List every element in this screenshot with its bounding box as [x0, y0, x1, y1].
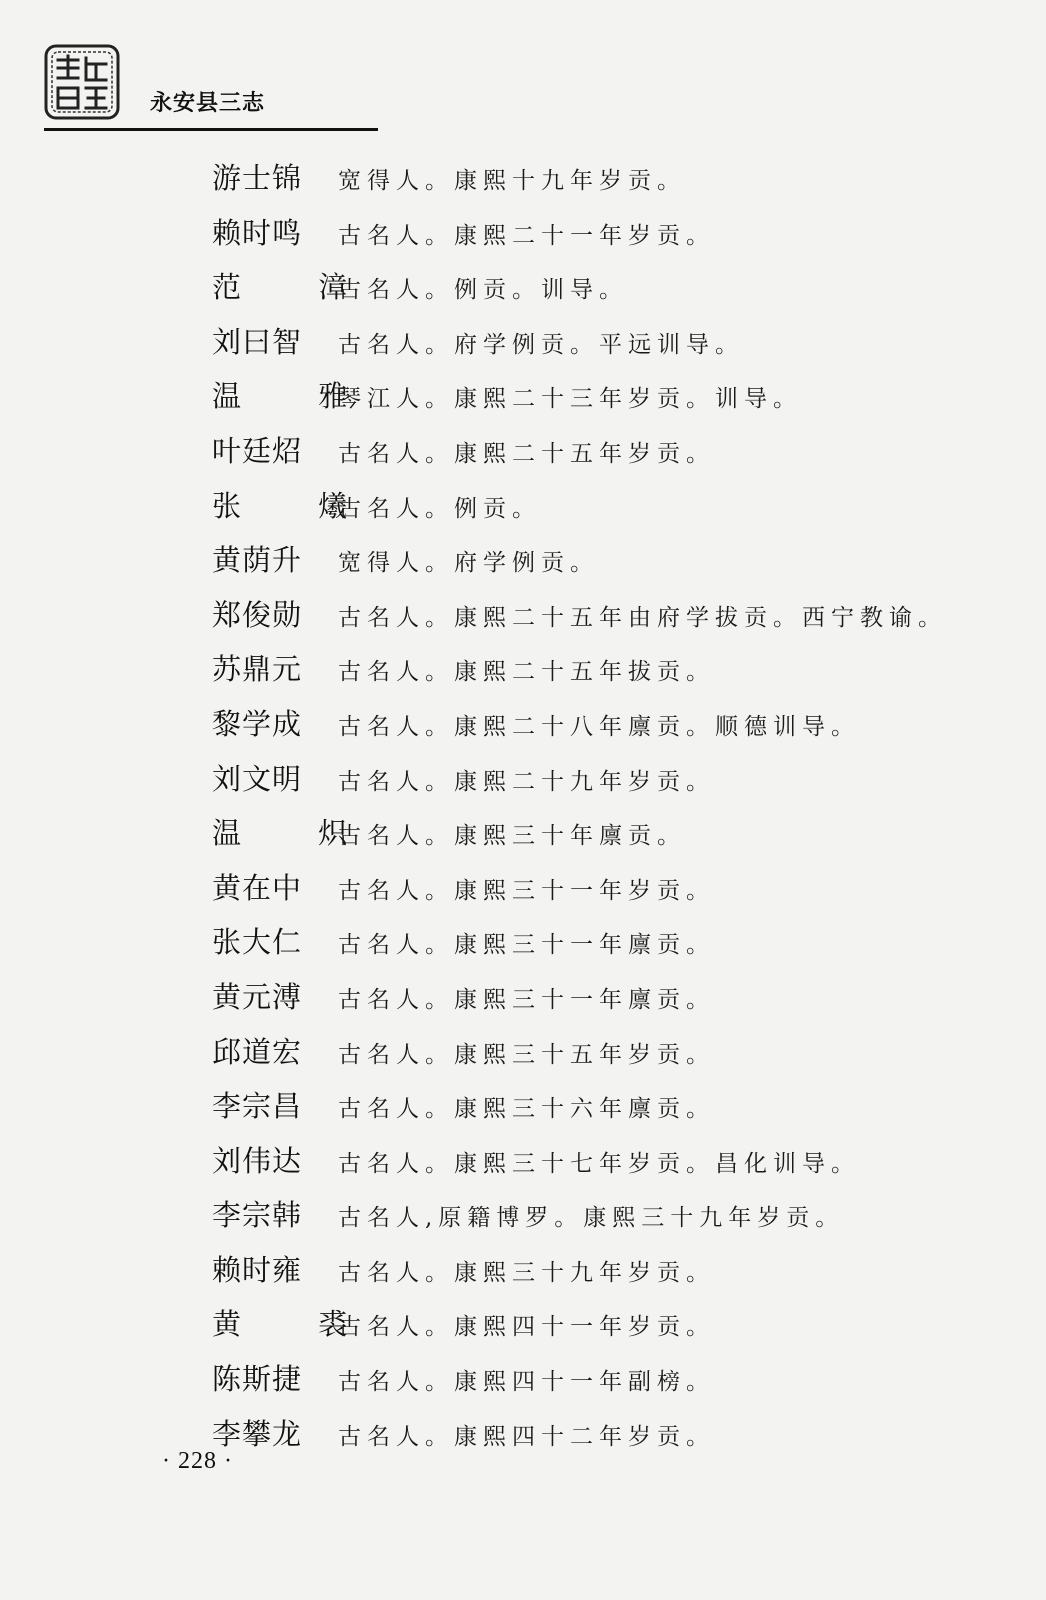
entry-list — [212, 156, 1012, 1466]
entry-description: 古名人。康熙二十五年由府学拔贡。西宁教谕。 — [338, 604, 947, 631]
list-item — [212, 374, 1012, 429]
list-item — [212, 429, 1012, 484]
entry-description: 古名人。康熙四十一年副榜。 — [338, 1369, 715, 1396]
entry-description: 古名人。康熙三十一年廪贡。 — [338, 932, 715, 959]
entry-description: 古名人。康熙二十五年拔贡。 — [338, 659, 715, 686]
list-item — [212, 1139, 1012, 1194]
entry-name: 刘曰智 — [212, 324, 303, 359]
entry-name: 张大仁 — [212, 925, 303, 960]
entry-name: 赖时雍 — [212, 1252, 303, 1287]
entry-name: 赖时鸣 — [212, 215, 303, 250]
list-item — [212, 1193, 1012, 1248]
seal-stamp-icon — [44, 44, 120, 120]
entry-description: 古名人。康熙三十一年廪贡。 — [338, 986, 715, 1013]
list-item — [212, 975, 1012, 1030]
entry-description: 古名人,原籍博罗。康熙三十九年岁贡。 — [338, 1205, 845, 1232]
entry-description: 古名人。康熙三十六年廪贡。 — [338, 1096, 715, 1123]
list-item — [212, 593, 1012, 648]
entry-name: 苏鼎元 — [212, 652, 303, 687]
entry-name: 李宗昌 — [212, 1089, 303, 1124]
entry-name: 黄元溥 — [212, 979, 303, 1014]
list-item — [212, 1357, 1012, 1412]
entry-name: 叶廷炤 — [212, 433, 303, 468]
list-item — [212, 265, 1012, 320]
entry-description: 宽得人。康熙十九年岁贡。 — [338, 168, 686, 194]
entry-description: 古名人。康熙二十八年廪贡。顺德训导。 — [338, 713, 860, 740]
entry-name: 李攀龙 — [212, 1416, 303, 1451]
page-number: · 228 · — [162, 1448, 233, 1474]
entry-name: 陈斯捷 — [212, 1362, 303, 1397]
entry-description: 古名人。康熙四十二年岁贡。 — [338, 1423, 715, 1450]
list-item — [212, 702, 1012, 757]
entry-description: 古名人。康熙三十五年岁贡。 — [338, 1041, 715, 1068]
header-rule — [44, 128, 378, 131]
entry-description: 宽得人。府学例贡。 — [338, 550, 599, 577]
list-item — [212, 320, 1012, 375]
entry-description: 古名人。康熙三十一年岁贡。 — [338, 877, 715, 904]
entry-name: 温 炽 — [212, 816, 382, 851]
entry-name: 游士锦 — [212, 161, 303, 195]
entry-description: 古名人。康熙三十七年岁贡。昌化训导。 — [338, 1150, 860, 1177]
entry-name: 李宗韩 — [212, 1198, 303, 1233]
list-item — [212, 1302, 1012, 1357]
entry-name: 温 雅 — [212, 379, 382, 414]
list-item — [212, 1084, 1012, 1139]
list-item — [212, 538, 1012, 593]
entry-name: 刘伟达 — [212, 1143, 303, 1178]
entry-name: 黄 裘 — [212, 1307, 382, 1342]
entry-description: 古名人。康熙二十五年岁贡。 — [338, 440, 715, 467]
list-item — [212, 1030, 1012, 1085]
entry-name: 刘文明 — [212, 761, 303, 796]
book-title: 永安县三志 — [150, 91, 266, 116]
list-item — [212, 811, 1012, 866]
entry-name: 黄荫升 — [212, 543, 303, 578]
entry-description: 古名人。康熙三十年廪贡。 — [338, 823, 686, 850]
entry-name: 张 爔 — [212, 488, 382, 523]
list-item — [212, 920, 1012, 975]
list-item — [212, 1248, 1012, 1303]
entry-name: 范 漳 — [212, 270, 382, 305]
list-item — [212, 647, 1012, 702]
list-item — [212, 156, 1012, 211]
entry-name: 黎学成 — [212, 706, 303, 741]
entry-name: 黄在中 — [212, 870, 303, 905]
entry-name: 郑俊勋 — [212, 597, 303, 632]
entry-description: 古名人。康熙二十九年岁贡。 — [338, 768, 715, 795]
entry-description: 琴江人。康熙二十三年岁贡。训导。 — [338, 386, 802, 413]
entry-description: 古名人。府学例贡。平远训导。 — [338, 331, 744, 358]
list-item — [212, 1412, 1012, 1467]
entry-name: 邱道宏 — [212, 1034, 303, 1069]
entry-description: 古名人。例贡。 — [338, 495, 541, 522]
list-item — [212, 757, 1012, 812]
entry-description: 古名人。康熙三十九年岁贡。 — [338, 1259, 715, 1286]
list-item — [212, 211, 1012, 266]
entry-description: 古名人。康熙二十一年岁贡。 — [338, 222, 715, 249]
entry-description: 古名人。例贡。训导。 — [338, 277, 628, 304]
list-item — [212, 484, 1012, 539]
entry-description: 古名人。康熙四十一年岁贡。 — [338, 1314, 715, 1341]
list-item — [212, 866, 1012, 921]
